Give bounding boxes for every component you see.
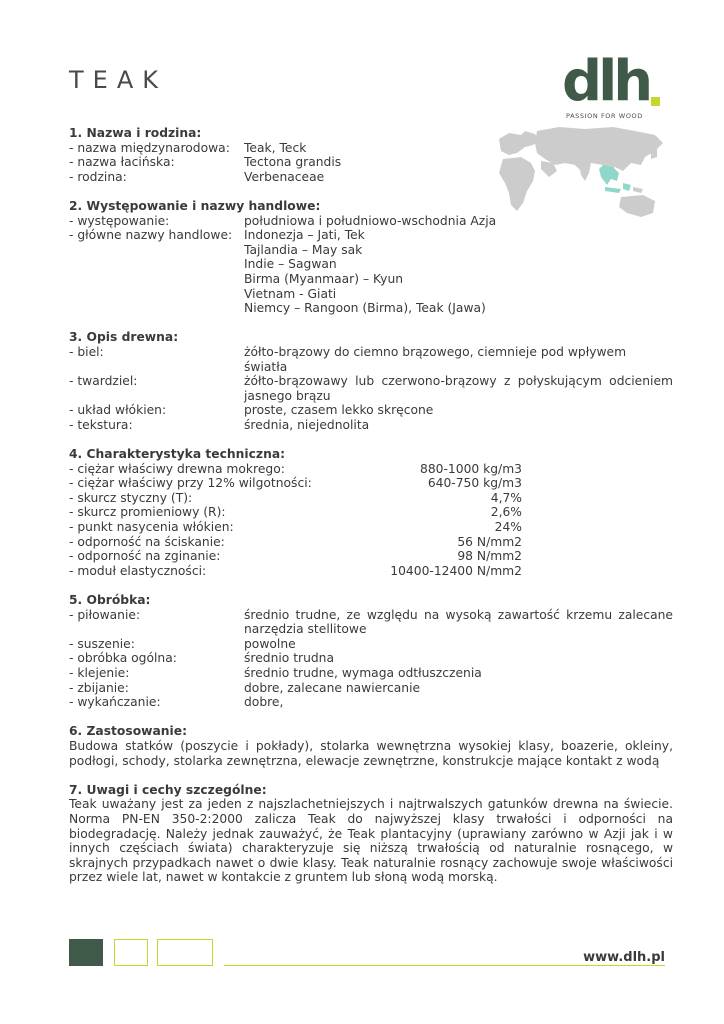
page-title: TEAK bbox=[69, 66, 167, 94]
section-text: Budowa statków (poszycie i pokłady), stolarka wewnętrzna wysokiej klasy, boazerie, okleiny, podłogi, schody, stolarka zewnętrzna, elewacje zewnętrzne, konstrukcje mające kontakt z wodą bbox=[69, 738, 673, 768]
field-row bbox=[69, 170, 673, 185]
section-heading: 5. Obróbka: bbox=[69, 593, 151, 607]
spec-value: 4,7% bbox=[490, 490, 522, 505]
footer-rule bbox=[224, 965, 665, 966]
section-processing bbox=[69, 593, 673, 710]
trade-names-list bbox=[244, 228, 673, 316]
section-text: Teak uważany jest za jeden z najszlachetniejszych i najtrwalszych gatunków drewna na świecie. Norma PN-EN 350-2:2000 zalicza Teak do najwyższej klasy trwałości i odporności na biodegradację. Należy jednak zauważyć, że Teak plantacyjny (uprawiany zarówno w Azji jak i w innych częściach świata) charakteryzuje się niższą trwałością od naturalnie rosnącego, w skrajnych przypadkach nawet o dwie klasy. Teak naturalnie rosnący zachowuje swoje właściwości przez wiele lat, nawet w kontakcie z gruntem lub słoną wodą morską. bbox=[69, 797, 673, 885]
spec-label: - ciężar właściwy drewna mokrego: bbox=[69, 461, 285, 476]
field-value: średnio trudna bbox=[244, 651, 335, 666]
field-row bbox=[69, 608, 673, 637]
section-application bbox=[69, 724, 673, 768]
field-label: - nazwa międzynarodowa: bbox=[69, 140, 230, 155]
field-row bbox=[69, 681, 673, 696]
field-row bbox=[69, 418, 673, 433]
field-value: żółto-brązowy do ciemno brązowego, ciemnieje pod wpływem światła bbox=[244, 344, 627, 374]
field-label: - klejenie: bbox=[69, 665, 130, 680]
field-row bbox=[69, 228, 673, 316]
spec-row bbox=[69, 476, 673, 491]
field-row bbox=[69, 637, 673, 652]
field-row bbox=[69, 651, 673, 666]
field-row bbox=[69, 666, 673, 681]
field-value: południowa i południowo-wschodnia Azja bbox=[244, 213, 497, 228]
field-value: dobre, bbox=[244, 695, 284, 710]
field-label: - rodzina: bbox=[69, 169, 127, 184]
section-heading: 3. Opis drewna: bbox=[69, 330, 179, 345]
logo-tagline: PASSION FOR WOOD bbox=[566, 112, 643, 120]
section-heading: 2. Występowanie i nazwy handlowe: bbox=[69, 198, 321, 213]
spec-row bbox=[69, 491, 673, 506]
logo-wordmark: dlh bbox=[562, 49, 650, 114]
spec-label: - ciężar właściwy przy 12% wilgotności: bbox=[69, 476, 312, 491]
footer-box-outline bbox=[114, 939, 148, 966]
field-row bbox=[69, 695, 673, 710]
field-label: - obróbka ogólna: bbox=[69, 651, 177, 666]
spec-label: - odporność na ściskanie: bbox=[69, 534, 225, 549]
field-label: - twardziel: bbox=[69, 374, 138, 389]
field-row bbox=[69, 214, 673, 229]
section-heading: 1. Nazwa i rodzina: bbox=[69, 126, 202, 140]
spec-row bbox=[69, 549, 673, 564]
field-value: dobre, zalecane nawiercanie bbox=[244, 680, 421, 695]
section-name-family bbox=[69, 126, 673, 184]
spec-row bbox=[69, 535, 673, 550]
field-row bbox=[69, 345, 673, 374]
field-label: - nazwa łacińska: bbox=[69, 155, 175, 170]
field-value: Tectona grandis bbox=[244, 155, 342, 170]
field-label: - biel: bbox=[69, 344, 104, 359]
section-heading: 6. Zastosowanie: bbox=[69, 724, 188, 739]
field-label: - tekstura: bbox=[69, 417, 133, 432]
spec-label: - punkt nasycenia włókien: bbox=[69, 520, 234, 535]
section-heading: 7. Uwagi i cechy szczególne: bbox=[69, 782, 267, 797]
field-value: średnia, niejednolita bbox=[244, 417, 370, 432]
spec-value: 640-750 kg/m3 bbox=[427, 476, 522, 491]
footer-box-outline-wide bbox=[157, 939, 213, 966]
section-occurrence bbox=[69, 199, 673, 316]
field-label: - piłowanie: bbox=[69, 607, 141, 622]
spec-value: 24% bbox=[494, 520, 522, 535]
field-value: średnio trudne, ze względu na wysoką zawartość krzemu zalecane narzędzia stellitowe bbox=[244, 607, 673, 637]
footer-box-filled bbox=[69, 939, 103, 966]
trade-name: Tajlandia – May sak bbox=[244, 242, 363, 257]
spec-row bbox=[69, 564, 673, 579]
field-value: powolne bbox=[244, 636, 296, 651]
trade-name: Birma (Myanmaar) – Kyun bbox=[244, 271, 404, 286]
spec-value: 880-1000 kg/m3 bbox=[420, 461, 522, 476]
spec-label: - skurcz styczny (T): bbox=[69, 490, 193, 505]
trade-name: Niemcy – Rangoon (Birma), Teak (Jawa) bbox=[244, 301, 486, 316]
footer-url[interactable]: www.dlh.pl bbox=[583, 950, 665, 965]
section-heading: 4. Charakterystyka techniczna: bbox=[69, 447, 286, 462]
field-value: średnio trudne, wymaga odtłuszczenia bbox=[244, 665, 482, 680]
field-row bbox=[69, 155, 673, 170]
field-value: Teak, Teck bbox=[244, 140, 307, 155]
field-label: - występowanie: bbox=[69, 213, 170, 228]
spec-value: 10400-12400 N/mm2 bbox=[390, 563, 522, 578]
field-row bbox=[69, 403, 673, 418]
trade-name: Indonezja – Jati, Tek bbox=[244, 228, 365, 243]
trade-name: Vietnam - Giati bbox=[244, 286, 337, 301]
trade-name: Indie – Sagwan bbox=[244, 257, 337, 272]
spec-value: 56 N/mm2 bbox=[457, 534, 522, 549]
spec-value: 98 N/mm2 bbox=[457, 549, 522, 564]
field-label: - wykańczanie: bbox=[69, 695, 161, 710]
spec-row bbox=[69, 505, 673, 520]
spec-row bbox=[69, 520, 673, 535]
logo-dot bbox=[651, 97, 660, 106]
field-label: - układ włókien: bbox=[69, 403, 167, 418]
section-remarks bbox=[69, 783, 673, 885]
section-wood-description bbox=[69, 330, 673, 432]
spec-label: - moduł elastyczności: bbox=[69, 563, 207, 578]
field-label: - główne nazwy handlowe: bbox=[69, 228, 233, 243]
field-value: proste, czasem lekko skręcone bbox=[244, 403, 434, 418]
spec-label: - odporność na zginanie: bbox=[69, 549, 221, 564]
field-value: żółto-brązowawy lub czerwono-brązowy z połyskującym odcieniem jasnego brązu bbox=[244, 374, 673, 403]
field-row bbox=[69, 374, 673, 403]
document-body bbox=[69, 126, 673, 899]
spec-row bbox=[69, 462, 673, 477]
field-label: - zbijanie: bbox=[69, 680, 129, 695]
section-technical bbox=[69, 447, 673, 578]
spec-value: 2,6% bbox=[490, 505, 522, 520]
spec-label: - skurcz promieniowy (R): bbox=[69, 505, 226, 520]
dlh-logo bbox=[562, 49, 664, 122]
field-row bbox=[69, 141, 673, 156]
field-value: Verbenaceae bbox=[244, 169, 325, 184]
field-label: - suszenie: bbox=[69, 636, 135, 651]
